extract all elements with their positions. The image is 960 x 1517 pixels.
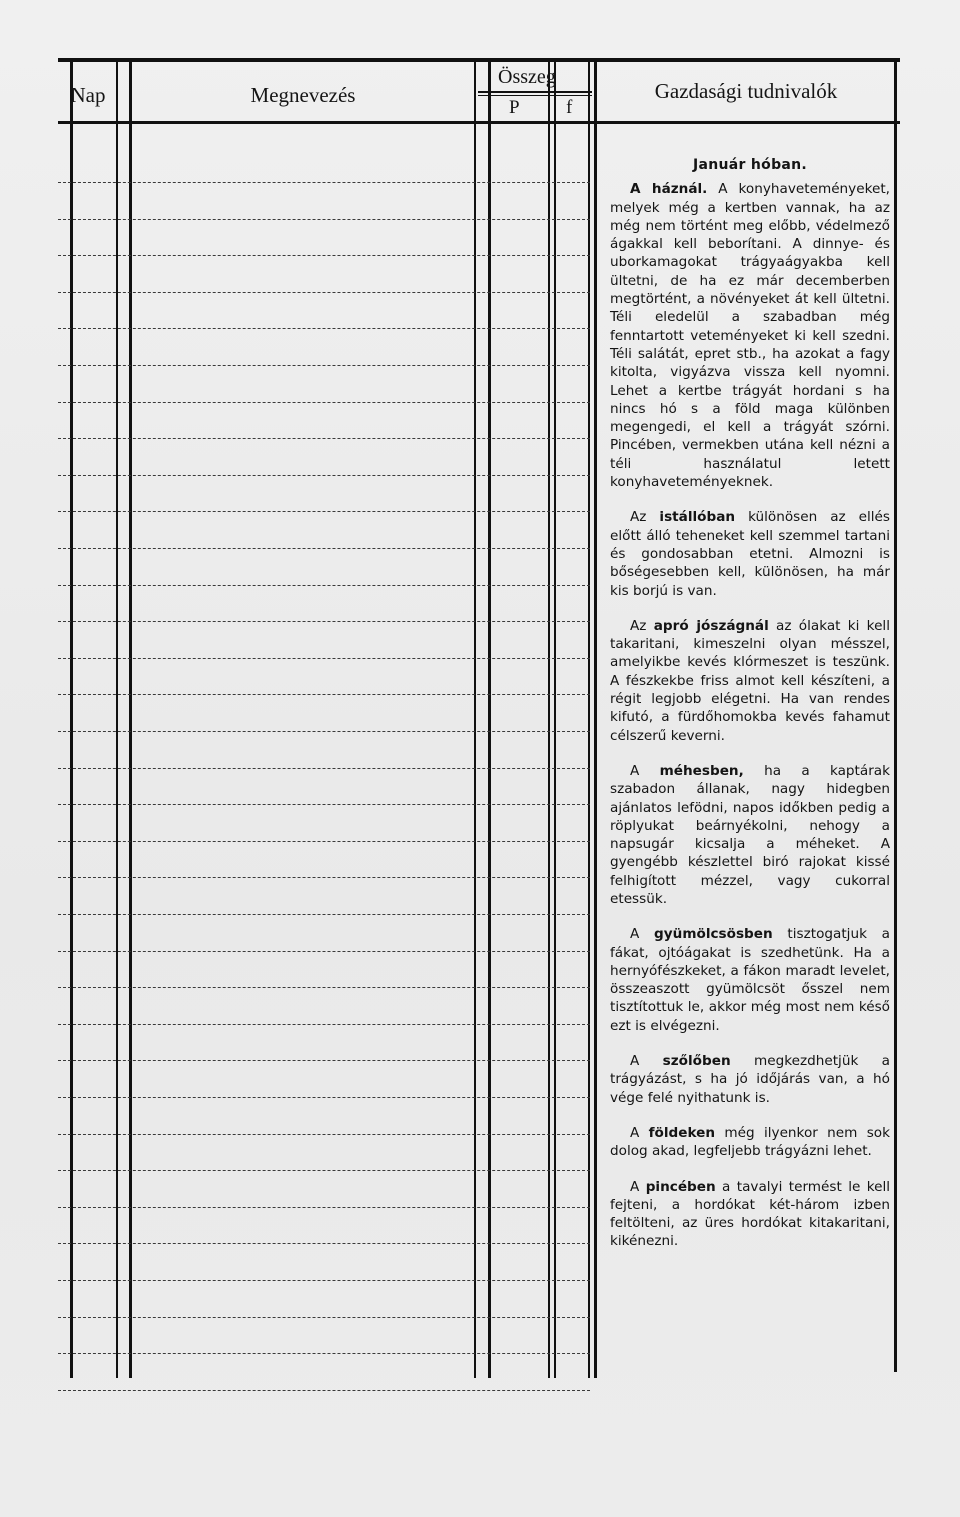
note-paragraph-foldek [610, 1124, 890, 1161]
ledger-row-line [58, 219, 590, 220]
note-keyword: apró jószágnál [653, 617, 769, 634]
ledger-row-line [58, 1170, 590, 1171]
note-pre: A [630, 762, 660, 779]
ledger-row-line [58, 1243, 590, 1244]
ledger-row-line [58, 438, 590, 439]
ledger-row-line [58, 951, 590, 952]
note-keyword: földeken [648, 1124, 716, 1141]
ledger-row-line [58, 1024, 590, 1025]
ledger-row-line [58, 804, 590, 805]
ledger-row-line [58, 328, 590, 329]
note-pre: Az [630, 509, 660, 526]
header-f: f [566, 97, 573, 118]
ledger-row-line [58, 511, 590, 512]
notes-title: Január hóban. [692, 157, 808, 173]
note-keyword: szőlőben [662, 1053, 731, 1070]
note-text: tisztogatjuk a fákat, ojtóágakat is szedhetünk. Ha a hernyófészkeket, a fákon maradt levelet, összeaszott gyümölcsöt ősszel nem tisztítottuk le, akkor még most nem késő ezt is elvégezni. [610, 926, 891, 1034]
note-pre: A [630, 1053, 663, 1070]
ledger-row-line [58, 1280, 590, 1281]
ledger-row-line [58, 694, 590, 695]
ledger-row-line [58, 987, 590, 988]
note-text: megkezdhetjük a trágyázást, s ha jó időjárás van, a hó vége felé nyithatunk is. [610, 1053, 891, 1106]
note-keyword: A háznál. [630, 181, 708, 198]
rule-f-left [554, 62, 556, 1378]
note-paragraph-szolo [610, 1052, 890, 1107]
ledger-table [58, 58, 900, 1378]
notes-column [610, 156, 890, 1268]
note-paragraph-pince [610, 1178, 890, 1251]
rule-text-left [594, 62, 597, 1378]
note-keyword: gyümölcsösben [654, 926, 773, 943]
note-text: ha a kaptárak szabadon állanak, nagy hidegben ajánlatos lefödni, napos időkben pedig a röplyukat beárnyékolni, nehogy a napsugár kicsalja a méheket. A gyengébb készlettel biró rajokat kissé felhigított mézzel, vagy cukorral etessük. [610, 762, 890, 907]
note-pre: A [630, 926, 655, 943]
ledger-row-line [58, 877, 590, 878]
note-pre: A [630, 1124, 649, 1141]
ledger-row-line [58, 1097, 590, 1098]
osszeg-divider-2 [478, 95, 592, 96]
header-rule [58, 121, 900, 124]
rule-p-right [548, 62, 550, 1378]
ledger-row-line [58, 841, 590, 842]
header-osszeg: Összeg [498, 66, 556, 88]
ledger-row-line [58, 292, 590, 293]
ledger-row-line [58, 1353, 590, 1354]
header-p: P [509, 97, 520, 118]
ledger-row-line [58, 585, 590, 586]
ledger-row-line [58, 1134, 590, 1135]
note-paragraph-istallo [610, 508, 890, 599]
rule-right [894, 62, 897, 1372]
rule-megnev-left [129, 62, 132, 1378]
note-pre: Az [630, 617, 654, 634]
ledger-row-line [58, 475, 590, 476]
note-paragraph-meheszet [610, 762, 890, 908]
ledger-row-line [58, 1390, 590, 1391]
note-pre: A [630, 1178, 646, 1195]
rule-nap-right [116, 62, 118, 1378]
ledger-row-line [58, 768, 590, 769]
header-nap: Nap [70, 82, 106, 107]
ledger-row-line [58, 914, 590, 915]
ledger-row-line [58, 182, 590, 183]
header-gazdasagi: Gazdasági tudnivalók [654, 78, 838, 103]
note-text: A konyhaveteményeket, melyek még a kertben vannak, ha az még nem történt meg előbb, védelmező ágakkal kell beborítani. A dinnye- és uborkamagokat trágyaágyakba kell ültetni, de ha ez már decemberben megtörtént, a növényeket át kell ültetni. Téli eledelül a szabadban még fenntartott veteményeket ki kell szedni. Téli salátát, epret stb., ha azokat a fagy kitolta, vigyázva vissza kell nyomni. Lehet a kertbe trágyát hordani s ha nincs hó s a föld maga különben megengedi, el kell a trágyát szórni. Pincében, vermekben utána kell nézni a téli használatul letett konyhaveteményeknek. [610, 181, 890, 491]
note-text: az ólakat ki kell takaritani, kimeszelni olyan mésszel, amelyikbe kevés klórmeszet is teszünk. A fészkekbe friss almot kell készíteni, a régit legjobb elégetni. Ha van rendes kifutó, a fürdőhomokba kevés fahamut célszerű keverni. [610, 617, 890, 744]
ledger-row-line [58, 402, 590, 403]
ledger-row-line [58, 255, 590, 256]
ledger-row-line [58, 658, 590, 659]
note-paragraph-apro-joszag [610, 617, 890, 745]
note-paragraph-haznal [610, 180, 890, 491]
ledger-row-line [58, 1317, 590, 1318]
ledger-row-line [58, 1060, 590, 1061]
header-megnevezes: Megnevezés [250, 82, 356, 107]
note-keyword: pincében [645, 1178, 716, 1195]
note-text: még ilyenkor nem sok dolog akad, legfeljebb trágyázni lehet. [610, 1124, 890, 1160]
note-text: a tavalyi termést le kell fejteni, a hordókat két-három izben feltölteni, az üres hordókat kitakaritani, kikénezni. [610, 1178, 891, 1250]
osszeg-divider [478, 91, 592, 93]
rule-megnev-right [474, 62, 476, 1378]
note-text: különösen az ellés előtt álló teheneket kell szemmel tartani és gondosabban etetni. Almozni is bőségesebben kell, különösen, ha már kis borjú is van. [610, 509, 890, 599]
rule-left [70, 62, 73, 1378]
note-keyword: méhesben, [659, 762, 744, 779]
rule-p-left [488, 62, 491, 1378]
ledger-row-line [58, 1207, 590, 1208]
ledger-row-line [58, 365, 590, 366]
ledger-row-line [58, 621, 590, 622]
top-rule [58, 58, 900, 62]
note-paragraph-gyumolcsos [610, 925, 890, 1035]
note-keyword: istállóban [659, 509, 736, 526]
ledger-row-line [58, 548, 590, 549]
ledger-row-line [58, 731, 590, 732]
rule-f-right [588, 62, 590, 1378]
